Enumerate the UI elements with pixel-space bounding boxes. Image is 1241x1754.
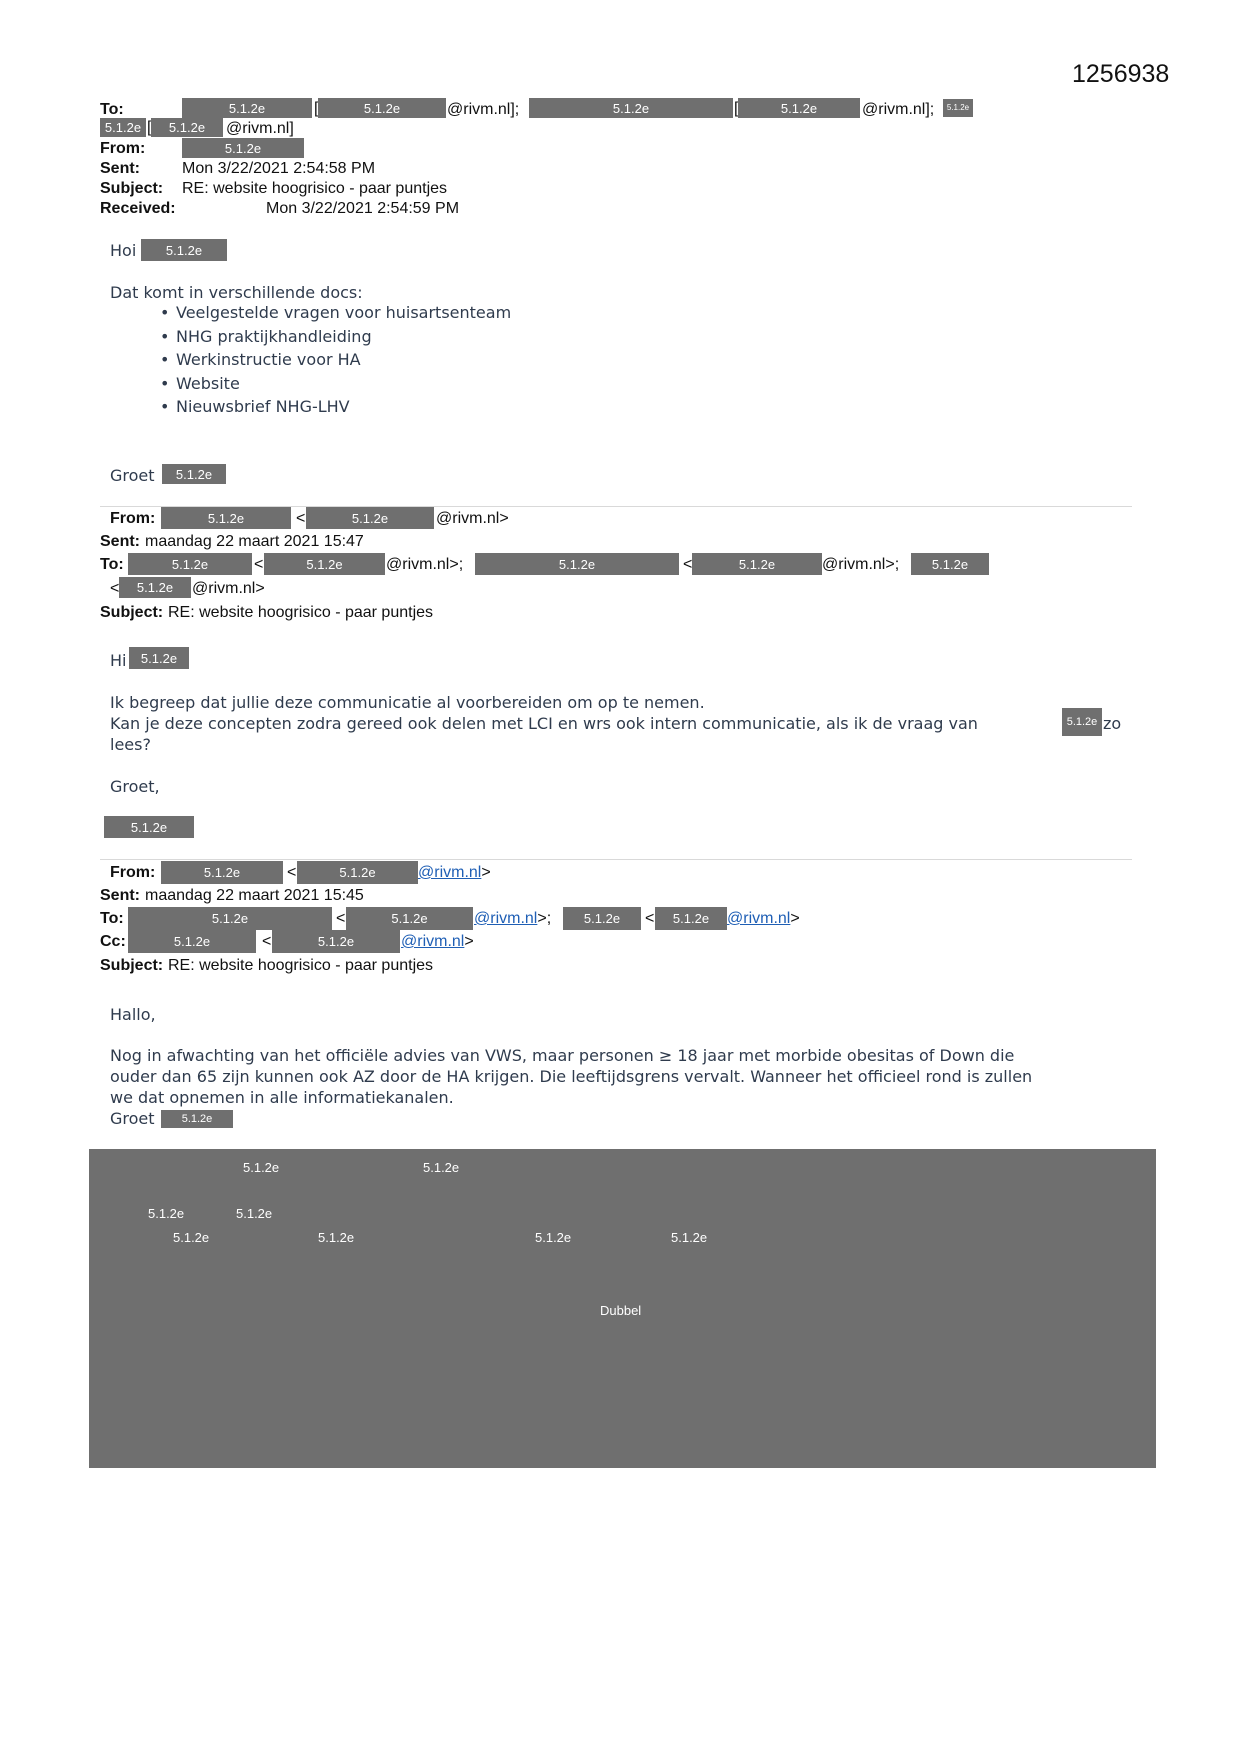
redaction: 5.1.2e — [272, 930, 400, 953]
header2-sent-label: Sent: — [100, 533, 140, 550]
redaction: 5.1.2e — [182, 138, 304, 158]
redaction: 5.1.2e — [264, 553, 385, 575]
message1-signoff: Groet — [110, 466, 155, 485]
bracket: [ — [314, 100, 319, 117]
redaction: 5.1.2e — [162, 464, 226, 484]
redaction: 5.1.2e — [943, 99, 973, 117]
redaction-label: 5.1.2e — [236, 1206, 273, 1221]
message2-line1: Ik begreep dat jullie deze communicatie al voorbereiden om op te nemen. — [110, 693, 705, 712]
redaction-label: 5.1.2e — [243, 1160, 280, 1175]
angle-bracket: < — [645, 910, 655, 927]
redaction: 5.1.2e — [297, 861, 418, 884]
header3-cc-label: Cc: — [100, 933, 126, 950]
message3-line3: we dat opnemen in alle informatiekanalen. — [110, 1088, 454, 1107]
header1-subject-label: Subject: — [100, 180, 164, 197]
header2-subject-label: Subject: — [100, 604, 164, 621]
redaction: 5.1.2e — [104, 816, 194, 838]
redaction: 5.1.2e — [119, 577, 191, 598]
header2-from-label: From: — [110, 510, 156, 527]
redaction: 5.1.2e — [128, 553, 252, 575]
email-domain: @rivm.nl] — [226, 120, 294, 137]
bracket: [ — [147, 119, 152, 136]
list-item: • Website — [160, 372, 511, 396]
header1-subject: RE: website hoogrisico - paar puntjes — [182, 180, 448, 197]
redaction: 5.1.2e — [100, 118, 146, 137]
document-number: 1256938 — [1072, 60, 1170, 88]
message1-doc-list — [160, 301, 511, 419]
list-item: • NHG praktijkhandleiding — [160, 325, 511, 349]
redaction-label: 5.1.2e — [318, 1230, 355, 1245]
bracket: [ — [734, 100, 739, 117]
email-domain: @rivm.nl>; — [822, 556, 900, 573]
message2-line2-end: zo — [1103, 714, 1122, 733]
redaction: 5.1.2e — [129, 647, 189, 669]
message2-signoff: Groet, — [110, 777, 160, 796]
redaction: 5.1.2e — [128, 930, 256, 953]
redacted-block — [89, 1149, 1156, 1468]
header3-to-label: To: — [100, 910, 124, 927]
email-link[interactable]: @rivm.nl> — [401, 933, 474, 950]
list-item: • Nieuwsbrief NHG-LHV — [160, 395, 511, 419]
email-domain: @rivm.nl>; — [386, 556, 464, 573]
redaction-label: 5.1.2e — [535, 1230, 572, 1245]
header2-sent: maandag 22 maart 2021 15:47 — [145, 533, 364, 550]
message2-greeting: Hi — [110, 651, 127, 670]
header1-received-label: Received: — [100, 200, 176, 217]
message3-line2: ouder dan 65 zijn kunnen ook AZ door de HA krijgen. Die leeftijdsgrens vervalt. Wanneer het officieel rond is zullen — [110, 1067, 1033, 1086]
email-domain: @rivm.nl]; — [447, 101, 520, 118]
header2-subject: RE: website hoogrisico - paar puntjes — [168, 604, 434, 621]
message2-line3: lees? — [110, 735, 151, 754]
email-link[interactable]: @rivm.nl> — [418, 864, 491, 881]
email-domain: @rivm.nl> — [436, 510, 509, 527]
divider — [100, 859, 1132, 860]
message1-intro: Dat komt in verschillende docs: — [110, 283, 363, 302]
header1-sent-label: Sent: — [100, 160, 140, 177]
redaction-label: 5.1.2e — [423, 1160, 460, 1175]
header1-received: Mon 3/22/2021 2:54:59 PM — [266, 200, 460, 217]
message3-line1: Nog in afwachting van het officiële advies van VWS, maar personen ≥ 18 jaar met morbide obesitas of Down die — [110, 1046, 1015, 1065]
header3-sent-label: Sent: — [100, 887, 140, 904]
redaction: 5.1.2e — [1062, 708, 1102, 736]
redaction-label: 5.1.2e — [148, 1206, 185, 1221]
message3-greeting: Hallo, — [110, 1005, 156, 1024]
email-link[interactable]: @rivm.nl>; — [474, 910, 552, 927]
redaction-reason: Dubbel — [600, 1303, 642, 1318]
redaction: 5.1.2e — [655, 907, 727, 930]
email-domain: @rivm.nl> — [192, 580, 265, 597]
redaction-label: 5.1.2e — [671, 1230, 708, 1245]
header3-subject-label: Subject: — [100, 957, 164, 974]
redaction: 5.1.2e — [529, 98, 733, 118]
message1-greeting: Hoi — [110, 241, 137, 260]
redaction: 5.1.2e — [911, 553, 989, 575]
redaction: 5.1.2e — [692, 553, 822, 575]
header3-sent: maandag 22 maart 2021 15:45 — [145, 887, 364, 904]
redaction: 5.1.2e — [475, 553, 679, 575]
angle-bracket: < — [254, 556, 264, 573]
list-item: • Veelgestelde vragen voor huisartsenteam — [160, 301, 511, 325]
redaction: 5.1.2e — [563, 907, 641, 930]
angle-bracket: < — [296, 510, 306, 527]
redaction: 5.1.2e — [306, 507, 434, 529]
angle-bracket: < — [336, 910, 346, 927]
redaction: 5.1.2e — [161, 861, 283, 884]
redaction-label: 5.1.2e — [173, 1230, 210, 1245]
header3-from-label: From: — [110, 864, 156, 881]
redaction: 5.1.2e — [128, 907, 332, 930]
redaction: 5.1.2e — [346, 907, 473, 930]
header2-to-label: To: — [100, 556, 124, 573]
email-domain: @rivm.nl]; — [862, 101, 935, 118]
message3-signoff: Groet — [110, 1109, 155, 1128]
angle-bracket: < — [262, 933, 272, 950]
redaction: 5.1.2e — [161, 1110, 233, 1128]
list-item: • Werkinstructie voor HA — [160, 348, 511, 372]
redaction: 5.1.2e — [738, 98, 860, 118]
redaction: 5.1.2e — [182, 98, 312, 118]
redaction: 5.1.2e — [151, 118, 223, 137]
angle-bracket: < — [110, 580, 120, 597]
redaction: 5.1.2e — [141, 239, 227, 261]
message2-line2: Kan je deze concepten zodra gereed ook delen met LCI en wrs ook intern communicatie, als ik de vraag van — [110, 714, 978, 733]
header3-subject: RE: website hoogrisico - paar puntjes — [168, 957, 434, 974]
redaction: 5.1.2e — [161, 507, 291, 529]
redaction: 5.1.2e — [318, 98, 446, 118]
angle-bracket: < — [683, 556, 693, 573]
email-link[interactable]: @rivm.nl> — [727, 910, 800, 927]
header1-to-label: To: — [100, 101, 124, 118]
angle-bracket: < — [287, 864, 297, 881]
header1-sent: Mon 3/22/2021 2:54:58 PM — [182, 160, 376, 177]
header1-from-label: From: — [100, 140, 146, 157]
